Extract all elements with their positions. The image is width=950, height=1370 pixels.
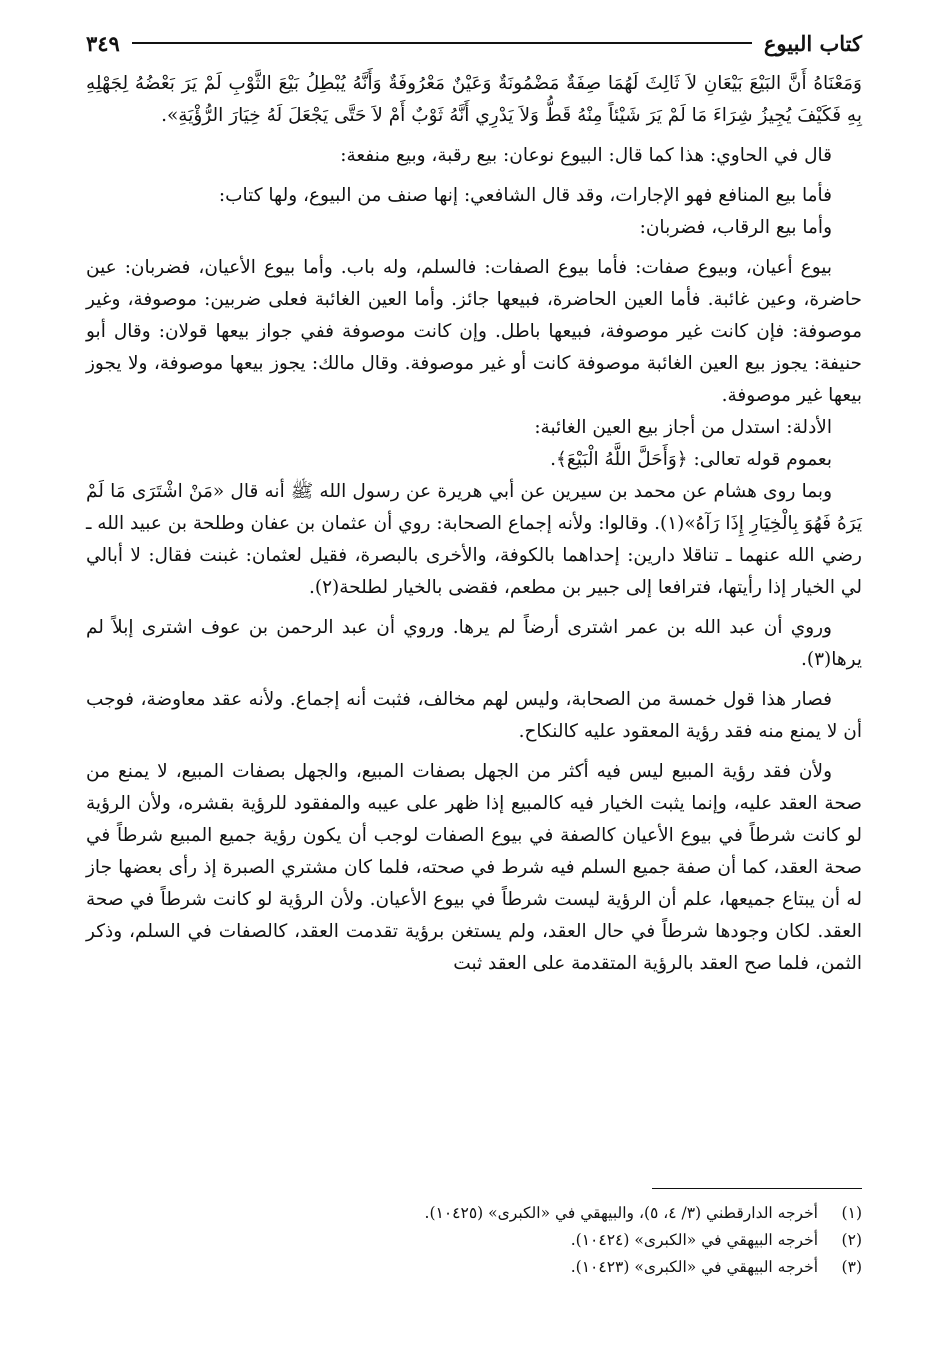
footnote-number: (٣) [841, 1258, 862, 1276]
footnote [86, 1200, 862, 1227]
header-rule [132, 42, 752, 44]
footnotes [86, 1200, 862, 1281]
paragraph: وروي أن عبد الله بن عمر اشترى أرضاً لم يرها. وروي أن عبد الرحمن بن عوف اشترى إبلاً لم يرها(٣). [86, 617, 862, 670]
footnote-text: أخرجه البيهقي في «الكبرى» (١٠٤٢٤). [570, 1231, 818, 1249]
footnote-number: (١) [841, 1204, 862, 1222]
footnote-text: أخرجه البيهقي في «الكبرى» (١٠٤٢٣). [570, 1258, 818, 1276]
paragraph: وأما بيع الرقاب، فضربان: [639, 217, 832, 238]
chapter-title: كتاب البيوع [763, 30, 862, 56]
main-text [86, 68, 862, 980]
paragraph: بعموم قوله تعالى: ﴿وَأَحَلَّ اللَّهُ الْبَيْعَ﴾. [550, 449, 832, 470]
footnote [86, 1227, 862, 1254]
page-header [86, 22, 862, 64]
footnote-separator [652, 1188, 862, 1189]
paragraph: وبما روى هشام عن محمد بن سيرين عن أبي هريرة عن رسول الله ﷺ أنه قال «مَنْ اشْتَرَى مَا لَمْ يَرَهُ فَهُوَ بِالْخِيَارِ إِذَا رَآهُ»(١). وقالوا: ولأنه إجماع الصحابة: روي أن عثمان بن عفان وطلحة بن عبيد الله ـ رضي الله عنهما ـ تناقلا دارين: إحداهما بالكوفة، والأخرى بالبصرة، فقيل لعثمان: غبنت فقال: لا أبالي لي الخيار إذا رأيتها، فترافعا إلى جبير بن مطعم، فقضى بالخيار لطلحة(٢). [86, 481, 862, 598]
footnote-number: (٢) [841, 1231, 862, 1249]
paragraph: الأدلة: استدل من أجاز بيع العين الغائبة: [534, 417, 832, 438]
footnote [86, 1254, 862, 1281]
paragraph: فأما بيع المنافع فهو الإجارات، وقد قال الشافعي: إنها صنف من البيوع، ولها كتاب: [218, 185, 832, 206]
page-number: ٣٤٩ [86, 30, 120, 56]
paragraph: فصار هذا قول خمسة من الصحابة، وليس لهم مخالف، فثبت أنه إجماع. ولأنه عقد معاوضة، فوجب أن لا يمنع منه فقد رؤية المعقود عليه كالنكاح. [86, 689, 862, 742]
paragraph: بيوع أعيان، وبيوع صفات: فأما بيوع الصفات: فالسلم، وله باب. وأما بيوع الأعيان، فضربان: عين حاضرة، وعين غائبة. فأما العين الحاضرة، فبيعها جائز. وأما العين الغائبة فعلى ضربين: موصوفة، وغير موصوفة: فإن كانت غير موصوفة، فبيعها باطل. وإن كانت موصوفة ففي جواز بيعها قولان: وقال أبو حنيفة: يجوز بيع العين الغائبة موصوفة كانت أو غير موصوفة. وقال مالك: يجوز بيعها موصوفة، ولا يجوز بيعها غير موصوفة. [86, 257, 862, 406]
paragraph: قال في الحاوي: هذا كما قال: البيوع نوعان: بيع رقبة، وبيع منفعة: [340, 145, 832, 166]
paragraph: ولأن فقد رؤية المبيع ليس فيه أكثر من الجهل بصفات المبيع، والجهل بصفات المبيع، لا يمنع من صحة العقد عليه، وإنما يثبت الخيار فيه كالمبيع إذا ظهر على عيبه والمفقود للرؤية بقشره، ولأن الرؤية لو كانت شرطاً في بيوع الأعيان كالصفة في بيوع الصفات لوجب أن يكون رؤية جميع المبيع شرطاً في صحة العقد، كما أن صفة جميع السلم فيه شرط في صحته، فلما كان مشتري الصبرة إذ رأى بعضها جاز له أن يبتاع جميعها، علم أن الرؤية ليست شرطاً في بيوع الأعيان. ولأن الرؤية لو كانت شرطاً في صحة العقد. لكان وجودها شرطاً في حال العقد، ولم يستغن برؤية تقدمت العقد، كالصفات في السلم، وذكر الثمن، فلما صح العقد بالرؤية المتقدمة على العقد ثبت [86, 761, 862, 974]
paragraph: وَمَعْنَاهُ أَنَّ البَيْعَ بَيْعَانِ لاَ ثَالِثَ لَهُمَا صِفَةٌ مَضْمُونَةٌ وَعَيْنٌ مَعْرُوفَةٌ وَأَنَّهُ يُبْطِلُ بَيْعَ الثَّوْبِ لَمْ يَرَ بَعْضُهُ لِجَهْلِهِ بِهِ فَكَيْفَ يُجِيزُ شِرَاءَ مَا لَمْ يَرَ شَيْئاً مِنْهُ قَطُّ وَلاَ يَدْرِي أَنَّهُ ثَوْبٌ أَمْ لاَ حَتَّى يَجْعَلَ لَهُ خِيَارَ الرُّؤْيَةِ». [86, 73, 862, 126]
footnote-text: أخرجه الدارقطني (٣/ ٤، ٥)، والبيهقي في «الكبرى» (١٠٤٢٥). [424, 1204, 818, 1222]
